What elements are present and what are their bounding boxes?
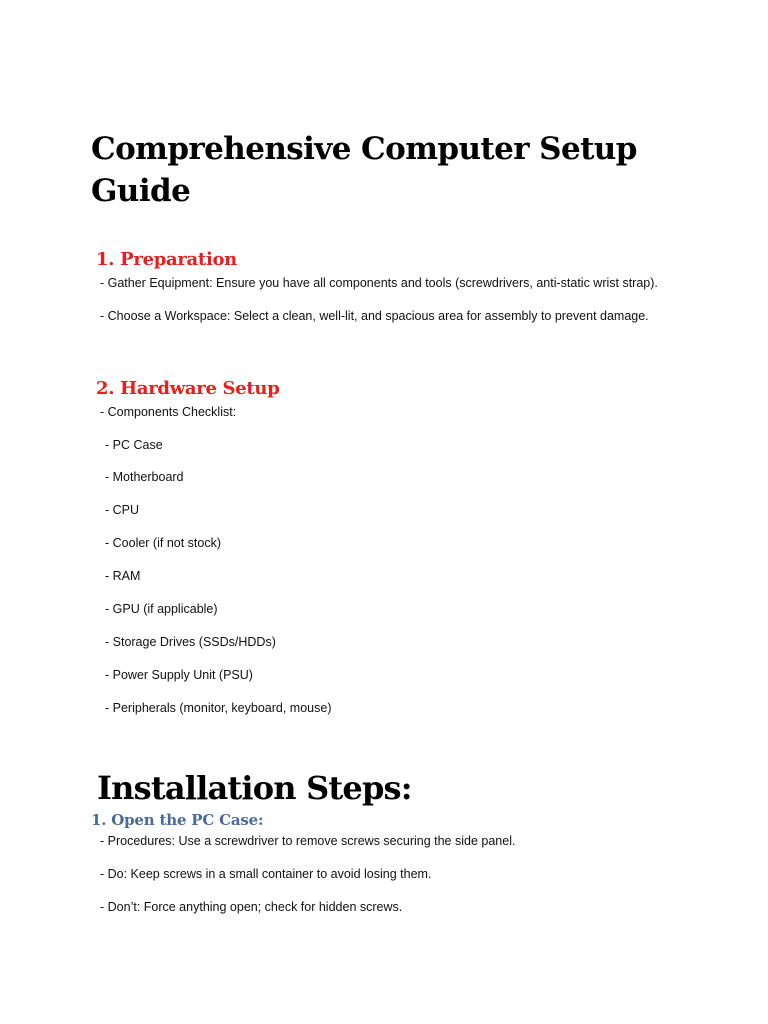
checklist-item-gpu: - GPU (if applicable) [105, 602, 218, 616]
checklist-item-storage-drives: - Storage Drives (SSDs/HDDs) [105, 635, 276, 649]
checklist-item-pc-case: - PC Case [105, 438, 163, 452]
checklist-item-motherboard: - Motherboard [105, 470, 184, 484]
hardware-setup-heading: 2. Hardware Setup [96, 378, 280, 399]
checklist-item-ram: - RAM [105, 569, 141, 583]
components-checklist-label: - Components Checklist: [100, 405, 237, 419]
step-item-dont: - Don’t: Force anything open; check for hidden screws. [100, 900, 403, 914]
step-item-do: - Do: Keep screws in a small container to avoid losing them. [100, 867, 432, 881]
checklist-item-peripherals: - Peripherals (monitor, keyboard, mouse) [105, 701, 332, 715]
preparation-item-choose-workspace: - Choose a Workspace: Select a clean, well-lit, and spacious area for assembly to prevent damage. [100, 309, 649, 323]
preparation-heading: 1. Preparation [96, 249, 237, 270]
step-item-procedures: - Procedures: Use a screwdriver to remove screws securing the side panel. [100, 834, 516, 848]
checklist-item-cooler: - Cooler (if not stock) [105, 536, 222, 550]
checklist-item-cpu: - CPU [105, 503, 140, 517]
checklist-item-psu: - Power Supply Unit (PSU) [105, 668, 253, 682]
document-title: Comprehensive Computer Setup Guide [91, 131, 637, 209]
installation-steps-heading: Installation Steps: [97, 769, 412, 807]
preparation-item-gather-equipment: - Gather Equipment: Ensure you have all components and tools (screwdrivers, anti-static wrist strap). [100, 276, 658, 290]
step-open-pc-case-heading: 1. Open the PC Case: [91, 811, 264, 829]
